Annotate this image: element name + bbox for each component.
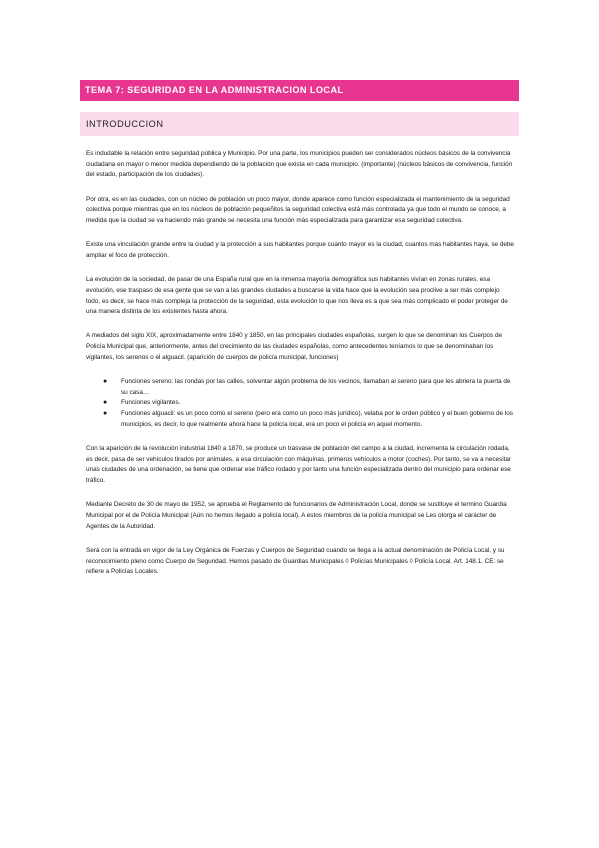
list-item-text: Funciones alguacil: es un poco como el sereno (pero era como un poco más jurídico), velaba por le orden público y el buen gobierno de los municipios, es decir, lo que realmente ahora hace la policía local, era un poco el policía en aquel momento. (121, 410, 513, 428)
list-item (103, 409, 514, 430)
bullet-icon: ● (103, 378, 108, 386)
paragraph: La evolución de la sociedad, de pasar de una España rural que en la inmensa mayoría demográfica sus habitantes vivían en zonas rurales, esa evolución, ese traspaso de esa gente que se van a las grandes ciudades a buscarse la vida hace que la evolución sea proclive a ser más complejo todo, es decir, se hace más compleja la protección de la seguridad, esta evolución lo que nos lleva es a que sea más complicado el poder proteger de una manera distinta de los existentes hasta ahora. (86, 276, 508, 316)
functions-list (86, 377, 514, 431)
list-item-text: Funciones vigilantes. (121, 399, 181, 407)
list-item (103, 377, 514, 398)
bullet-icon: ● (103, 410, 108, 418)
chapter-title: TEMA 7: SEGURIDAD EN LA ADMINISTRACION LOCAL (80, 80, 519, 101)
paragraph: Será con la entrada en vigor de la Ley Orgánica de Fuerzas y Cuerpos de Seguridad cuando se llega a la actual denominación de Policía Local, y su reconocimiento pleno como Cuerpo de Seguridad. Hemos pasado de Guardias Municipales ◊ Policías Municipales ◊ Policía Local. Art. 148.1. CE: se refiere a Policías Locales. (86, 546, 505, 576)
list-item-text: Funciones sereno: las rondas por las calles, solventar algún problema de los vecinos, llamaban al sereno para que les abriera la puerta de su casa… (121, 378, 511, 396)
section-heading: INTRODUCCION (80, 112, 519, 136)
list-item (103, 398, 514, 409)
paragraph: Por otra, es en las ciudades, con un núcleo de población un poco mayor, donde aparece como función especializada el mantenimiento de la seguridad colectiva porque mientras que en los núcleos de población pequeñitos la seguridad colectiva está más controlada ya que todo el mundo se conoce, a medida que la ciudad se va haciendo más grande se necesita una función más especializada para garantizar esa seguridad colectiva. (86, 195, 510, 225)
paragraph: Existe una vinculación grande entre la ciudad y la protección a sus habitantes porque cuanto mayor es la ciudad, cuantos más habitantes haya, se debe ampliar el foco de protección. (86, 241, 514, 259)
paragraph: Con la aparición de la revolución industrial 1840 a 1870, se produce un trasvase de población del campo a la ciudad, incrementa la circulación rodada, es decir, pasa de ser vehículos tirados por animales, a esa circulación con máquinas, primeros vehículos a motor (coches). Por tanto, se va a necesitar unas ciudades de una ordenación, se tiene que ordenar ese tráfico rodado y por tanto una función especializada dentro del municipio para ordenar ese tráfico. (86, 445, 512, 485)
paragraph: A mediados del siglo XIX, aproximadamente entre 1840 y 1850, en las principales ciudades españolas, surgen lo que se denominan los Cuerpos de Policía Municipal que, anteriormente, antes del crecimiento de las ciudades españolas, como antecedentes teníamos lo que se denominaban los vigilantes, los serenos o el alguacil. (aparición de cuerpos de policía municipal, funciones) (86, 332, 503, 361)
paragraph: Es indudable la relación entre seguridad pública y Municipio. Por una parte, los municipios pueden ser considerados núcleos básicos de la convivencia ciudadana en mayor o menor medida dependiendo de la población que exista en cada municipio. (importante) (núcleos básicos de convivencia, función del estado, participación de los ciudades). (86, 150, 513, 179)
document-body (86, 149, 514, 592)
bullet-icon: ● (103, 399, 108, 407)
paragraph: Mediante Decreto de 30 de mayo de 1952, se aprueba el Reglamento de funcionarios de Administración Local, donde se sustituye el termino Guardia Municipal por el de Policía Municipal (Aún no hemos llegado a policía local). A estos miembros de la policía municipal se Les otorga el carácter de Agentes de la Autoridad. (86, 501, 507, 530)
